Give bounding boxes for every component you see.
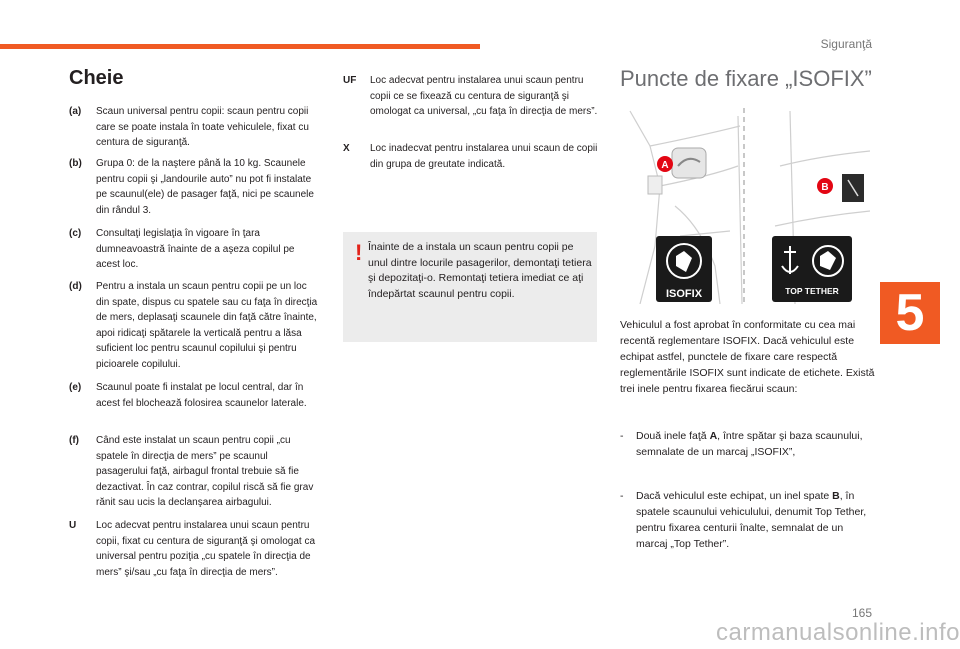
key-item-code: X	[343, 143, 350, 154]
key-item-text: Loc adecvat pentru instalarea unui scaun pentru copii ce se fixează cu centura de siguranţă şi omologat ca universal, „cu faţa în direcţia de mers”.	[370, 75, 598, 117]
page-number: 165	[851, 606, 872, 620]
bullet-dash: -	[620, 490, 624, 502]
top-tether-label-text: TOP TETHER	[785, 286, 839, 296]
isofix-intro-text: Vehiculul a fost aprobat în conformitate cu cea mai recentă reglementare ISOFIX. Dacă vehiculul este echipat astfel, punctele de fixare care respectă reglementările ISOFIX sunt indicate de etichete. Există trei inele pentru fixarea fiecărui scaun:	[620, 319, 875, 395]
seat-illustration	[620, 106, 872, 304]
watermark: carmanualsonline.info	[716, 619, 960, 646]
key-item-code: U	[69, 520, 77, 531]
key-item-code: (d)	[69, 281, 82, 292]
key-item-text: Grupa 0: de la naştere până la 10 kg. Scaunele pentru copii şi „landourile auto” nu pot fi instalate pe scaunul(ele) de pasager faţă, nici pe scaunele din rândul 3.	[96, 158, 314, 216]
isofix-illustration	[620, 106, 872, 304]
key-item-text: Consultaţi legislaţia în vigoare în ţara dumneavoastră înainte de a aşeza copilul pe acest loc.	[96, 228, 295, 270]
key-item-text: Când este instalat un scaun pentru copii „cu spatele în direcţia de mers” pe scaunul pasagerului faţă, airbagul frontal trebuie să fie dezactivat. În caz contrar, copilul riscă să fie grav rănit sau ucis la declanşarea airbagului.	[96, 435, 314, 508]
section-title: Siguranţă	[820, 37, 872, 51]
key-item-text: Loc adecvat pentru instalarea unui scaun pentru copii, fixat cu centura de siguranţă şi omologat ca universal pentru poziţia „cu spatele în direcţia de mers” şi/sau „cu faţa în direcţia de mers”.	[96, 520, 316, 578]
exclamation-icon: !	[355, 240, 363, 265]
warning-text: Înainte de a instala un scaun pentru copii pe unul dintre locurile pasagerilor, demontaţi tetiera şi depozitaţi-o. Remontaţi tetiera imediat ce aţi îndepărtat scaunul pentru copii.	[368, 241, 592, 300]
key-item-code: (c)	[69, 228, 82, 239]
warning-box	[343, 232, 597, 342]
key-item-text: Scaunul poate fi instalat pe locul central, dar în acest fel blochează folosirea scaunelor laterale.	[96, 382, 307, 409]
key-definitions-list-2	[343, 73, 598, 223]
key-item-code: (e)	[69, 382, 82, 393]
bullet-text: Dacă vehiculul este echipat, un inel spate B, în spatele scaunului vehiculului, denumit Top Tether, pentru fixarea centurii înalte, semnalat de un marcaj „Top Tether”.	[636, 490, 867, 550]
key-heading: Cheie	[69, 67, 124, 89]
key-item-code: (b)	[69, 158, 82, 169]
key-item-code: UF	[343, 75, 357, 86]
key-item-code: (a)	[69, 106, 82, 117]
isofix-label-text: ISOFIX	[665, 288, 703, 300]
top-accent-bar	[0, 44, 480, 49]
bullet-dash: -	[620, 430, 624, 442]
key-item-text: Loc inadecvat pentru instalarea unui scaun de copii din grupa de greutate indicată.	[370, 143, 598, 170]
bullet-text: Două inele faţă A, între spătar şi baza scaunului, semnalate de un marcaj „ISOFIX”,	[636, 430, 863, 458]
marker-a-label: A	[661, 160, 669, 171]
key-item-text: Pentru a instala un scaun pentru copii pe un loc din spate, dispus cu spatele sau cu faţa în direcţia de mers, deplasaţi scaunele din faţă către înainte, apoi ridicaţi spătarele la verticală pentru a lăsa suficient loc pentru scaunul copilului şi pentru picioarele copilului.	[96, 281, 318, 370]
top-tether-anchor-b	[842, 174, 864, 202]
isofix-heading: Puncte de fixare „ISOFIX”	[620, 66, 872, 91]
marker-b-label: B	[821, 182, 829, 193]
key-item-code: (f)	[69, 435, 79, 446]
chapter-tab: 5	[880, 282, 940, 344]
key-item-text: Scaun universal pentru copii: scaun pentru copii care se poate instala în toate vehiculele, fixat cu centura de siguranţă.	[96, 106, 309, 148]
